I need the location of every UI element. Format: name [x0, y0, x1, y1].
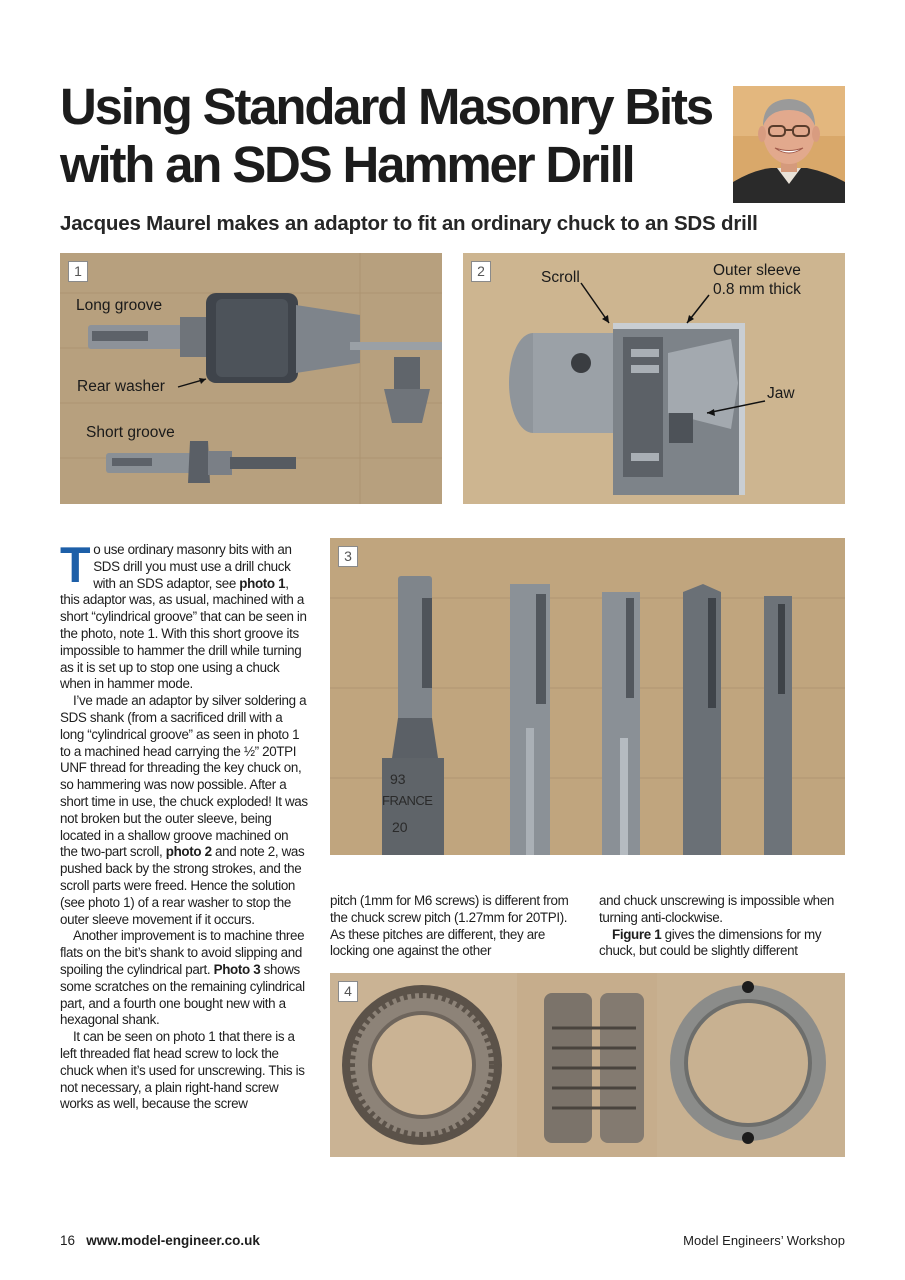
label-scroll: Scroll [541, 269, 580, 286]
photo-1-chuck-adaptors [60, 253, 442, 504]
photo-3-reference: Photo 3 [213, 961, 261, 977]
paragraph-4: It can be seen on photo 1 that there is a left threaded flat head screw to lock the chuck when it’s used for unscrewing. This is not necessary, a plain right-hand screw works as well, because the screw [60, 1029, 305, 1112]
photo-1-reference: photo 1 [239, 575, 286, 591]
paragraph-2: I’ve made an adaptor by silver soldering a SDS shank (from a sacrificed drill with a long “cylindrical groove” as seen in photo 1 to a machined head carrying the ½” 20TPI UNF thread for threading the key chuck on, so hammering was now possible. After a short time in use, the chuck exploded! It was not broken but the outer sleeve, being located in a shallow groove machined on the two-part scroll, photo 2 and note 2, was pushed back by the strong strokes, and the scroll parts were freed. Hence the solution (see photo 1) of a rear washer to stop the outer sleeve movement if it occurs. [60, 693, 308, 927]
website-link[interactable]: www.model-engineer.co.uk [86, 1233, 260, 1248]
drop-cap: T [60, 537, 91, 593]
title-line-1: Using Standard Masonry Bits [60, 78, 712, 135]
photo-number: 2 [471, 261, 491, 282]
body-column-2 [330, 893, 580, 960]
engraving-93: 93 [390, 771, 406, 787]
photo-number: 4 [338, 981, 358, 1002]
photo-number: 3 [338, 546, 358, 567]
label-jaw: Jaw [767, 385, 795, 402]
body-column-1 [60, 537, 308, 1113]
photo-number: 1 [68, 261, 88, 282]
paragraph-continued: pitch (1mm for M6 screws) is different from the chuck screw pitch (1.27mm for 20TPI). As these pitches are different, they are locking one against the other [330, 893, 569, 959]
label-long-groove: Long groove [76, 297, 163, 314]
photo-3-sds-shanks [330, 538, 845, 855]
page-footer-left [60, 1233, 260, 1248]
label-sleeve-thickness: 0.8 mm thick [713, 281, 801, 298]
engraving-france: FRANCE [382, 793, 433, 808]
label-outer-sleeve: Outer sleeve [713, 262, 801, 279]
figure-1-reference: Figure 1 [612, 926, 662, 942]
paragraph-6: Figure 1 gives the dimensions for my chuck, but could be slightly different [599, 926, 822, 959]
label-rear-washer: Rear washer [77, 378, 165, 395]
label-short-groove: Short groove [86, 424, 175, 441]
author-portrait [733, 86, 845, 203]
page-number: 16 [60, 1233, 76, 1248]
paragraph-5: and chuck unscrewing is impossible when turning anti-clockwise. [599, 893, 834, 925]
paragraph-3: Another improvement is to machine three flats on the bit’s shank to avoid slipping and spoiling the cylindrical part. Photo 3 shows some scratches on the remaining cylindrical part, and a fourth one bought new with a hexagonal shank. [60, 928, 305, 1028]
body-column-3 [599, 893, 845, 960]
article-title [60, 78, 720, 194]
title-line-2: with an SDS Hammer Drill [60, 136, 634, 193]
photo-2-reference: photo 2 [165, 844, 212, 860]
engraving-20: 20 [392, 819, 408, 835]
photo-4-scroll-parts [330, 973, 845, 1157]
photo-2-chuck-cutaway [463, 253, 845, 504]
magazine-name: Model Engineers’ Workshop [683, 1233, 845, 1248]
paragraph-1: To use ordinary masonry bits with an SDS drill you must use a drill chuck with an SDS adaptor, see photo 1, this adaptor was, as usual, machined with a short “cylindrical groove” that can be seen in the photo, note 1. With this short groove its impossible to hammer the drill while turning as it is set up to stop one using a chuck when in hammer mode. [60, 537, 307, 692]
article-subtitle: Jacques Maurel makes an adaptor to fit an ordinary chuck to an SDS drill [60, 212, 758, 235]
